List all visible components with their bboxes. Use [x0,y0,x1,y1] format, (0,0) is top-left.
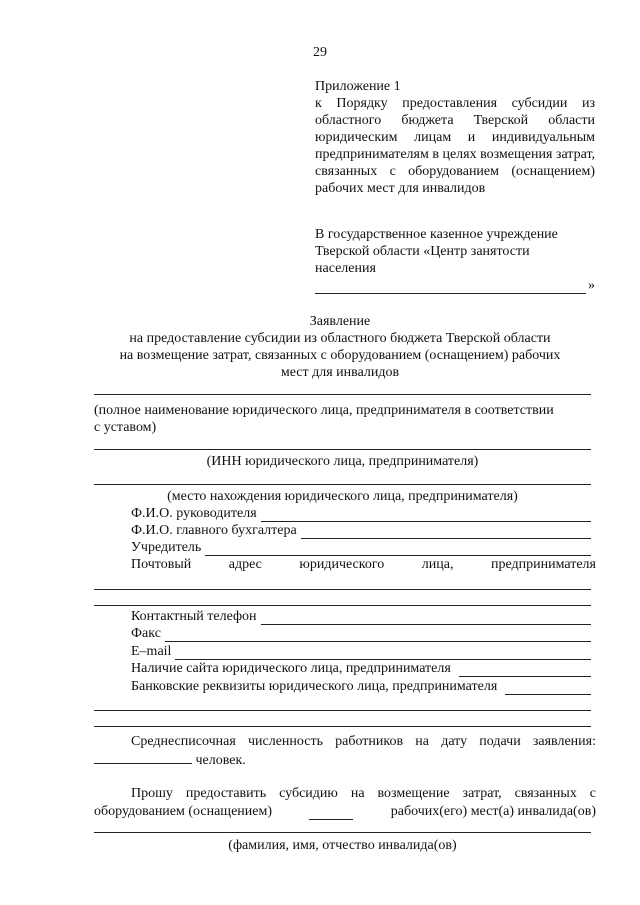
request-text-1: Прошу предоставить субсидию на возмещение затрат, связанных с [131,786,596,801]
annex-block [315,78,595,197]
email-field [131,643,591,660]
accountant-blank[interactable] [301,525,591,539]
postal-address-blank-1[interactable] [94,589,591,590]
request-text-2b: рабочих(его) мест(а) инвалида(ов) [390,804,596,819]
postal-word-2: адрес [228,557,262,572]
request-line-2 [94,803,596,820]
director-label: Ф.И.О. руководителя [131,506,257,521]
bank-label: Банковские реквизиты юридического лица, предпринимателя [131,679,498,694]
postal-address-label [131,556,596,573]
email-label: E–mail [131,644,172,659]
director-field [131,505,591,522]
caption-location: (место нахождения юридического лица, предпринимателя) [167,489,518,504]
caption-inn: (ИНН юридического лица, предпринимателя) [206,454,479,469]
postal-address-blank-2[interactable] [94,605,591,606]
founder-field [131,539,591,556]
annex-body: к Порядку предоставления субсидии из областного бюджета Тверской области юридическим лицам и индивидуальным предпринимателям в целях возмещения затрат, связанных с оборудованием (оснащением) рабочих мест для инвалидов [315,96,596,196]
addressee-blank[interactable] [315,279,586,294]
accountant-field [131,522,591,539]
heading-line-2: на возмещение затрат, связанных с оборудованием (оснащением) рабочих [119,348,561,363]
fax-blank[interactable] [165,628,591,642]
accountant-label: Ф.И.О. главного бухгалтера [131,523,297,538]
phone-blank[interactable] [261,611,591,625]
caption-full-name-2: с уставом) [94,420,157,435]
addressee-line-3: населения [315,261,376,276]
annex-title: Приложение 1 [315,79,401,94]
bank-field [131,678,591,695]
closing-quote: » [588,278,595,293]
fax-field [131,625,591,642]
headcount-text: Среднесписочная численность работников на дату подачи заявления: [131,734,596,749]
disabled-name-blank[interactable] [94,832,591,833]
inn-blank[interactable] [94,449,591,450]
website-field [131,660,591,677]
request-line-1 [131,785,596,802]
addressee-line-2: Тверской области «Центр занятости [315,244,530,259]
director-blank[interactable] [261,508,591,522]
bank-blank[interactable] [505,681,591,695]
workplaces-count-blank[interactable] [309,807,353,820]
phone-field [131,608,591,625]
caption-full-name-1: (полное наименование юридического лица, предпринимателя в соответствии [94,403,554,418]
caption-disabled-name: (фамилия, имя, отчество инвалида(ов) [228,838,457,853]
headcount-blank[interactable] [94,751,192,764]
page-number: 29 [313,45,327,60]
founder-label: Учредитель [131,540,202,555]
request-text-2a: оборудованием (оснащением) [94,804,273,819]
website-blank[interactable] [459,663,591,677]
fax-label: Факс [131,626,161,641]
postal-word-4: лица, [421,557,454,572]
postal-word-1: Почтовый [131,557,192,572]
website-label: Наличие сайта юридического лица, предпринимателя [131,661,451,676]
heading-line-1: на предоставление субсидии из областного бюджета Тверской области [129,331,551,346]
addressee-block [315,226,595,294]
bank-blank-3[interactable] [94,726,591,727]
addressee-blank-line [315,277,595,294]
headcount-line-1 [131,733,596,750]
heading-line-3: мест для инвалидов [280,365,400,380]
heading-title: Заявление [309,314,371,329]
application-heading [90,313,590,381]
founder-blank[interactable] [205,542,591,556]
full-name-blank[interactable] [94,394,591,395]
phone-label: Контактный телефон [131,609,257,624]
bank-blank-2[interactable] [94,710,591,711]
headcount-suffix: человек. [195,753,246,768]
postal-word-3: юридического [299,557,385,572]
addressee-line-1: В государственное казенное учреждение [315,227,558,242]
headcount-line-2 [94,751,246,769]
location-blank[interactable] [94,484,591,485]
postal-word-5: предпринимателя [490,557,596,572]
email-blank[interactable] [175,646,591,660]
